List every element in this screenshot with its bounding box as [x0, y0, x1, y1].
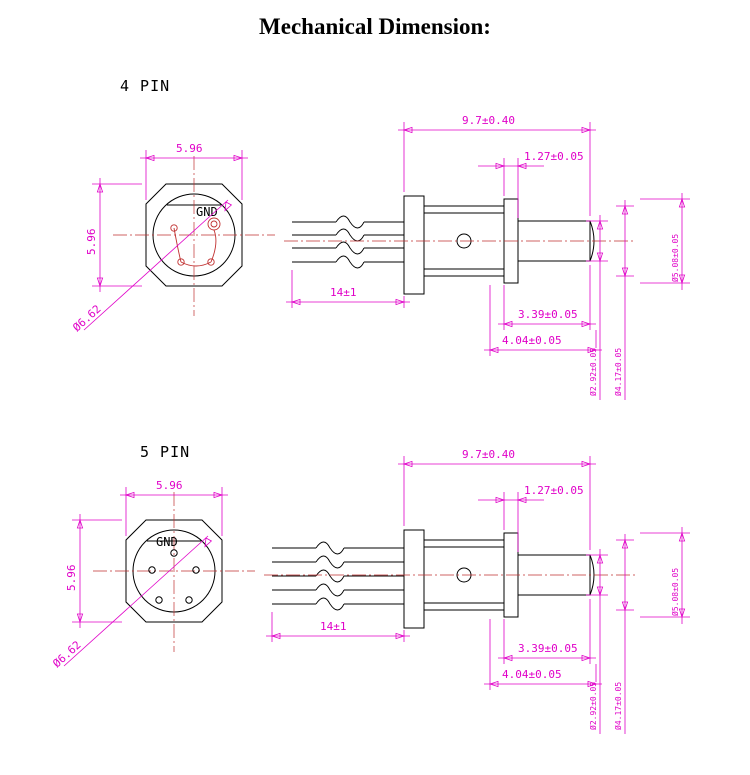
dim-3-39-4pin: 3.39±0.05 [518, 308, 578, 321]
dim-overall-length-4pin: 9.7±0.40 [462, 114, 515, 127]
five-pin-side-view [264, 448, 690, 734]
section-label-4pin: 4 PIN [120, 77, 171, 95]
dim-3-39-5pin: 3.39±0.05 [518, 642, 578, 655]
dim-height-4pin: 5.96 [85, 228, 98, 255]
four-pin-front-view [70, 142, 275, 334]
five-pin-front-view [50, 479, 255, 670]
dim-height-5pin: 5.96 [65, 564, 78, 591]
page-title: Mechanical Dimension: [259, 14, 491, 39]
dim-dia-2-92-5pin: Ø2.92±0.05 [589, 681, 598, 730]
dim-dia-4-17-4pin: Ø4.17±0.05 [614, 347, 623, 396]
dim-dia-5-08-5pin: Ø5.08±0.05 [671, 567, 680, 616]
dim-width-4pin: 5.96 [176, 142, 203, 155]
four-pin-side-view [284, 114, 690, 400]
dim-dia-4-17-5pin: Ø4.17±0.05 [614, 681, 623, 730]
dim-diagonal-5pin: Ø6.62 [50, 638, 84, 671]
dim-width-5pin: 5.96 [156, 479, 183, 492]
dim-overall-length-5pin: 9.7±0.40 [462, 448, 515, 461]
section-label-5pin: 5 PIN [140, 443, 191, 461]
dim-4-04-5pin: 4.04±0.05 [502, 668, 562, 681]
dim-lead-length-4pin: 14±1 [330, 286, 357, 299]
dim-diagonal-4pin: Ø6.62 [70, 302, 104, 335]
gnd-label-4pin: GND [196, 205, 218, 219]
dim-4-04-4pin: 4.04±0.05 [502, 334, 562, 347]
dim-dia-2-92-4pin: Ø2.92±0.05 [589, 347, 598, 396]
dim-dia-5-08-4pin: Ø5.08±0.05 [671, 233, 680, 282]
dim-lead-length-5pin: 14±1 [320, 620, 347, 633]
dim-flange-5pin: 1.27±0.05 [524, 484, 584, 497]
dim-flange-4pin: 1.27±0.05 [524, 150, 584, 163]
gnd-label-5pin: GND [156, 535, 178, 549]
